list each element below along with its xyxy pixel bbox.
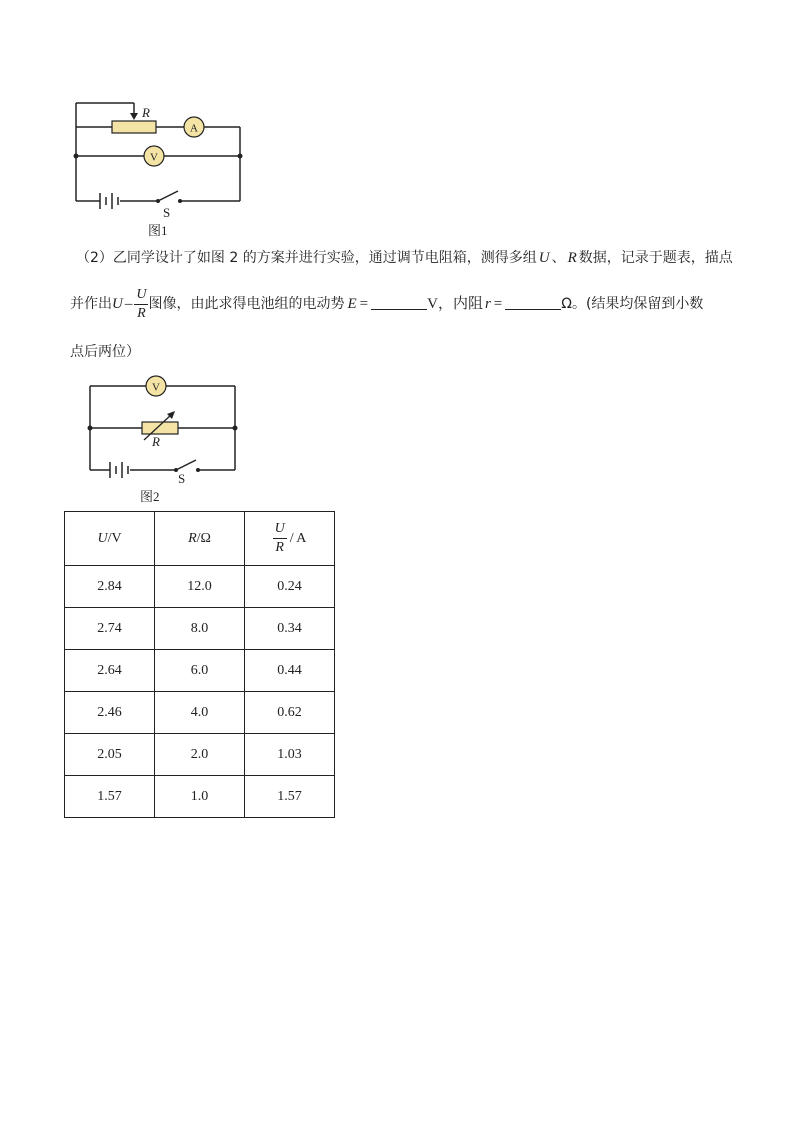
unit-v-text: V，内阻	[427, 296, 483, 312]
var-r: R	[567, 250, 577, 266]
question-line-3: 点后两位）	[70, 344, 140, 360]
cell-r: 4.0	[155, 692, 245, 734]
question-graph-text: 图像，由此求得电池组的电动势	[148, 296, 345, 312]
question-line1-end: 数据，记录于题表，描点	[578, 250, 733, 266]
cell-u-over-r: 0.44	[245, 650, 335, 692]
table-row	[65, 734, 335, 776]
separator: 、	[551, 250, 566, 266]
question-line-2	[70, 285, 703, 323]
question-line2-start: 并作出	[70, 296, 112, 312]
question-line1-text: （2）乙同学设计了如图 2 的方案并进行实验，通过调节电阻箱，测得多组	[76, 250, 537, 266]
cell-r: 6.0	[155, 650, 245, 692]
cell-u: 1.57	[65, 776, 155, 818]
equals-sign-e: =	[359, 296, 369, 312]
cell-r: 12.0	[155, 566, 245, 608]
table-row	[65, 650, 335, 692]
unit-ohm-text: Ω。(结果均保留到小数	[561, 296, 704, 312]
header-u-volts: U/V	[65, 512, 155, 566]
emf-answer-blank[interactable]	[371, 295, 427, 310]
data-table	[64, 511, 335, 818]
cell-r: 8.0	[155, 608, 245, 650]
figure2-circuit	[80, 372, 250, 484]
cell-r: 2.0	[155, 734, 245, 776]
fig1-resistor-label: R	[142, 105, 150, 120]
cell-u: 2.05	[65, 734, 155, 776]
fraction-denominator: R	[137, 305, 146, 321]
equals-sign-r: =	[493, 296, 503, 312]
table-row	[65, 692, 335, 734]
header-u-over-r-amps: $\frac{U}{R}$ / A	[245, 512, 335, 566]
fig1-voltmeter-label: V	[150, 151, 158, 164]
slider-arrow-icon	[130, 113, 138, 120]
fraction-numerator: U	[134, 286, 148, 305]
minus-sign: –	[124, 296, 133, 312]
header-r-ohms: R/Ω	[155, 512, 245, 566]
cell-u-over-r: 0.24	[245, 566, 335, 608]
cell-u: 2.64	[65, 650, 155, 692]
cell-u-over-r: 0.34	[245, 608, 335, 650]
cell-u: 2.74	[65, 608, 155, 650]
question-line-1	[76, 248, 733, 268]
var-u: U	[538, 250, 550, 266]
fig1-switch-label: S	[163, 205, 171, 220]
resistance-box-icon	[142, 422, 178, 434]
rheostat-icon	[112, 121, 156, 133]
cell-u-over-r: 1.03	[245, 734, 335, 776]
cell-u: 2.46	[65, 692, 155, 734]
var-small-r: r	[484, 296, 491, 312]
fig1-ammeter-label: A	[190, 122, 198, 135]
figure1-circuit	[60, 95, 260, 240]
fig2-switch-label: S	[178, 471, 186, 484]
cell-u-over-r: 1.57	[245, 776, 335, 818]
table-row	[65, 566, 335, 608]
var-u-2: U	[112, 296, 123, 312]
table-row	[65, 776, 335, 818]
u-over-r-fraction	[134, 286, 148, 323]
cell-u: 2.84	[65, 566, 155, 608]
cell-r: 1.0	[155, 776, 245, 818]
figure1-caption: 图1	[148, 223, 168, 238]
fig2-voltmeter-label: V	[152, 381, 160, 394]
fig2-resistor-label: R	[152, 434, 160, 449]
resistance-answer-blank[interactable]	[505, 295, 561, 310]
cell-u-over-r: 0.62	[245, 692, 335, 734]
figure2-caption: 图2	[140, 489, 160, 504]
var-e: E	[347, 296, 357, 312]
table-row	[65, 608, 335, 650]
table-header-row	[65, 512, 335, 566]
